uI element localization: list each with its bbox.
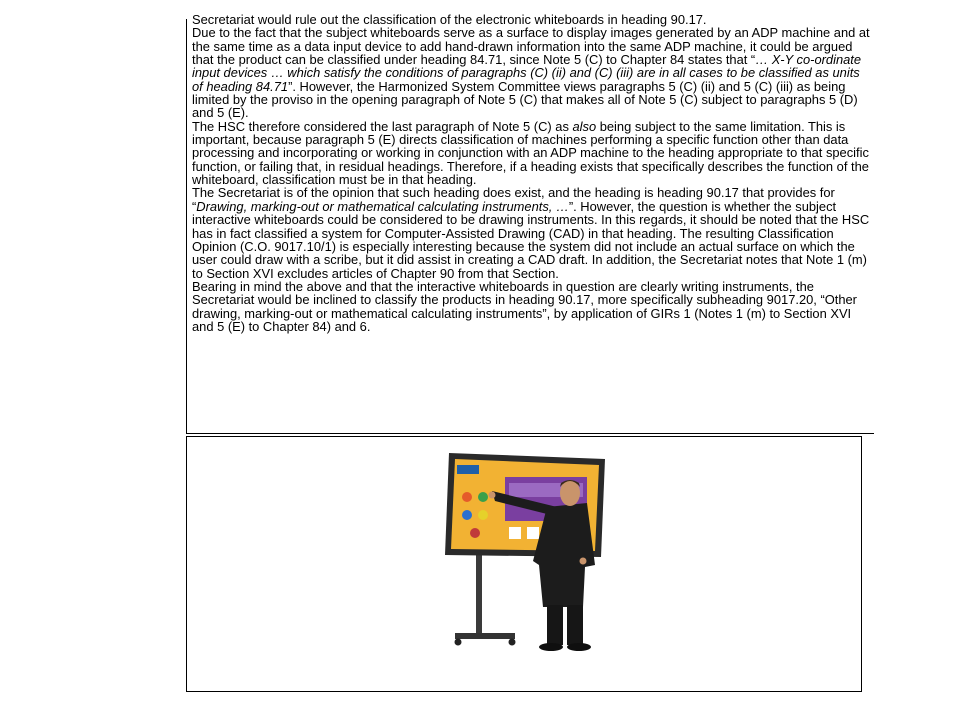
screen-app-icon: [478, 492, 488, 502]
p3-text-b: ”. However, the question is whether the subject interactive whiteboards could be considered to be drawing instruments. In this regards, it should be noted that the HSC has in fact classified a system for Computer-Assisted Drawing (CAD) in that heading. The resulting Classification Opinion (C.O. 9017.10/1) is especially interesting because the system did not include an actual surface on which the user could draw with a scribe, but it did assist in creating a CAD draft. In addition, the Secretariat notes that Note 1 (m) to Section XVI excludes articles of Chapter 90 from that Section.: [192, 198, 870, 281]
p2-emphasis: also: [572, 118, 597, 134]
presenter-shoe-left: [539, 643, 563, 651]
left-border-rule: [186, 19, 187, 433]
screen-app-icon: [478, 510, 488, 520]
figure-box: [186, 436, 862, 692]
document-body: [192, 12, 872, 434]
screen-app-icon: [470, 528, 480, 538]
screen-app-icon: [462, 492, 472, 502]
p1-text-a: Due to the fact that the subject whiteboards serve as a surface to display images generated by an ADP machine and at the same time as a data input device to add hand-drawn information into the same ADP machine, it could be argued that the product can be classified under heading 84.71, since Note 5 (C) to Chapter 84 states that “: [192, 25, 870, 68]
presenter-shoe-right: [567, 643, 591, 651]
presenter-leg-right: [567, 605, 583, 645]
paragraph-4: Bearing in mind the above and that the interactive whiteboards in question are clearly writing instruments, the Secretariat would be inclined to classify the products in heading 90.17, more specifically subheading 9017.20, “Other drawing, marking-out or mathematical calculating instruments”, by application of GIRs 1 (Notes 1 (m) to Section XVI and 5 (E) to Chapter 84) and 6.: [192, 278, 857, 334]
stand-base: [455, 633, 515, 639]
separator-rule: [186, 433, 874, 434]
p3-quote: Drawing, marking-out or mathematical calculating instruments, …: [196, 198, 569, 214]
screen-logo-icon: [457, 465, 479, 474]
stand-wheel-right: [509, 639, 516, 646]
screen-app-icon: [462, 510, 472, 520]
screen-tile: [527, 527, 539, 539]
presenter-hand-left: [580, 558, 587, 565]
paragraph-2: [192, 120, 872, 187]
paragraph-1: [192, 26, 872, 119]
p1-quote: … X-Y co-ordinate input devices … which satisfy the conditions of paragraphs (C) (ii) and (C) (iii) are in all cases to be classified as units of heading 84.71: [192, 52, 862, 94]
paragraph-3: [192, 186, 872, 279]
p3-text-a: The Secretariat is of the opinion that such heading does exist, and the heading is heading 90.17 that provides for “: [192, 185, 835, 214]
cut-off-line: Secretariat would rule out the classification of the electronic whiteboards in heading 90.17.: [192, 12, 707, 27]
screen-tile: [509, 527, 521, 539]
presenter-leg-left: [547, 605, 563, 645]
p1-text-b: ”. However, the Harmonized System Committee views paragraphs 5 (C) (ii) and 5 (C) (iii) as being limited by the proviso in the opening paragraph of Note 5 (C) that makes all of Note 5 (C) subject to paragraphs 5 (D) and 5 (E).: [192, 78, 858, 121]
presenter-hand: [489, 492, 496, 499]
stand-wheel-left: [455, 639, 462, 646]
whiteboard-illustration-icon: [187, 437, 863, 693]
p2-text-a: The HSC therefore considered the last paragraph of Note 5 (C) as: [192, 118, 573, 134]
p2-text-b: being subject to the same limitation. This is important, because paragraph 5 (E) directs classification of machines performing a specific function other than data processing and incorporating or working in conjunction with an ADP machine to the heading appropriate to that specific function, or failing that, in residual headings. Therefore, if a heading exists that specifically describes the function of the whiteboard, classification must be in that heading.: [192, 118, 869, 188]
stand-pole: [476, 555, 482, 635]
